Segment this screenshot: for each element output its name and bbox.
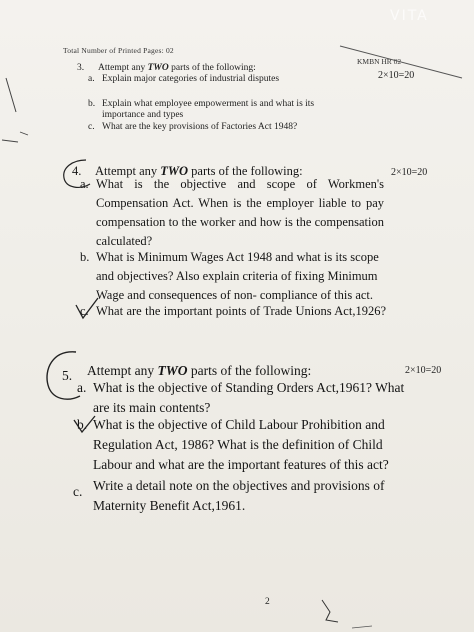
q3a-label: a. xyxy=(88,74,95,84)
q4b-text: What is Minimum Wages Act 1948 and what is its scope and objectives? Also explain criteria of fixing Minimum Wage and consequences of non- compliance of this act. xyxy=(96,250,379,302)
bottom-stroke xyxy=(352,626,372,628)
q5-marks: 2×10=20 xyxy=(405,365,442,376)
q4-circle-mark xyxy=(64,160,90,187)
q5a-label: a. xyxy=(77,380,87,395)
q4c-text: What are the important points of Trade Unions Act,1926? xyxy=(96,304,386,318)
q5b-text: What is the objective of Child Labour Prohibition and Regulation Act, 1986? What is the definition of Child Labour and what are the important features of this act? xyxy=(93,417,389,472)
margin-stroke-2 xyxy=(2,140,18,142)
margin-stroke-3 xyxy=(20,132,28,135)
q3c-text: What are the key provisions of Factories Act 1948? xyxy=(102,122,298,132)
paper-code: KMBN HR 02 xyxy=(357,57,402,66)
q5a-text: What is the objective of Standing Orders Act,1961? What are its main contents? xyxy=(93,380,405,415)
q3b-line2: importance and types xyxy=(102,110,184,120)
q3-number: 3. xyxy=(77,63,85,73)
printed-pages-line: Total Number of Printed Pages: 02 xyxy=(63,46,174,55)
q4c-label: c. xyxy=(80,304,89,318)
margin-stroke-1 xyxy=(6,78,16,112)
vita-watermark: VITA xyxy=(390,8,429,24)
q3b-label: b. xyxy=(88,99,96,109)
q4a-text: What is the objective and scope of Workmen's Compensation Act. When is the employer liable to pay compensation to the worker and how is the compensation calculated? xyxy=(96,177,384,248)
q3b-line1: Explain what employee empowerment is and what is its xyxy=(102,99,315,109)
q4a-label: a. xyxy=(80,177,89,191)
q5b-tick-mark xyxy=(74,416,95,432)
q3c-label: c. xyxy=(88,122,95,132)
pen-stroke-top xyxy=(340,46,462,78)
page-number: 2 xyxy=(265,597,270,607)
q4c-tick-mark xyxy=(76,298,98,318)
q3-instruction: Attempt any TWO parts of the following: xyxy=(98,63,256,73)
q5c-label: c. xyxy=(73,484,83,499)
q5b-label: b. xyxy=(77,417,88,432)
q5-number: 5. xyxy=(62,368,73,383)
q3a-text: Explain major categories of industrial disputes xyxy=(102,74,280,84)
q4-number: 4. xyxy=(72,164,82,178)
q4b-label: b. xyxy=(80,250,90,264)
q3-marks: 2×10=20 xyxy=(378,70,415,81)
q5-circle-mark xyxy=(47,352,80,399)
q4-marks: 2×10=20 xyxy=(391,167,428,178)
bottom-scribble xyxy=(322,600,338,622)
q4-instruction: Attempt any TWO parts of the following: xyxy=(95,164,303,178)
q5c-text: Write a detail note on the objectives and provisions of Maternity Benefit Act,1961. xyxy=(93,478,385,513)
q5-instruction: Attempt any TWO parts of the following: xyxy=(87,363,312,378)
